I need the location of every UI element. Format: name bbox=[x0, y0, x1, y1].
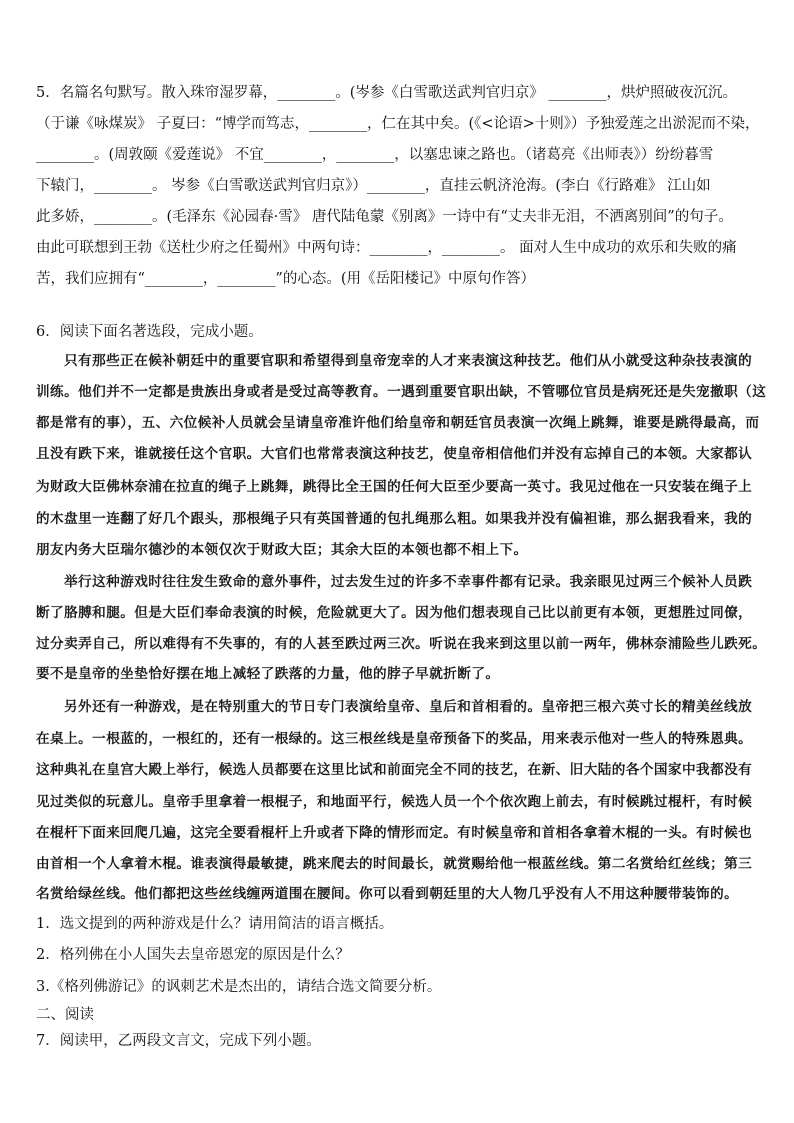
passage-line: 过分卖弄自己，所以难得有不失事的，有的人甚至跌过两三次。听说在我来到这里以前一两年，佛林奈浦险些儿跌死。 bbox=[36, 636, 767, 652]
q5-line-5: 此多娇，________。(毛泽东《沁园春·雪》 唐代陆龟蒙《别离》一诗中有“丈夫非无泪，不洒离别间”的句子。 bbox=[36, 209, 733, 225]
passage-line: 且没有跌下来，谁就接任这个官职。大官们也常常表演这种技艺，使皇帝相信他们并没有忘掉自己的本领。大家都认 bbox=[36, 446, 753, 462]
q6-title: 6．阅读下面名著选段，完成小题。 bbox=[36, 324, 263, 340]
passage-line: 朋友内务大臣瑞尔德沙的本领仅次于财政大臣；其余大臣的本领也都不相上下。 bbox=[36, 542, 528, 558]
passage-line: 要不是皇帝的坐垫恰好摆在地上减轻了跌落的力量，他的脖子早就折断了。 bbox=[36, 666, 500, 682]
q5-line-7: 苦，我们应拥有“________，________”的心态。(用《岳阳楼记》中原句作答） bbox=[36, 271, 535, 287]
question-7: 7．阅读甲，乙两段文言文，完成下列小题。 bbox=[36, 1033, 321, 1049]
q5-line-1: 5．名篇名句默写。散入珠帘湿罗幕，________。(岑参《白雪歌送武判官归京》 ________，烘炉照破夜沉沉。 bbox=[36, 85, 737, 101]
passage-line: 都是常有的事），五、六位候补人员就会呈请皇帝准许他们给皇帝和朝廷官员表演一次绳上跳舞，谁要是跳得最高，而 bbox=[36, 415, 760, 431]
passage-line: 训练。他们并不一定都是贵族出身或者是受过高等教育。一遇到重要官职出缺，不管哪位官员是病死还是失宠撤职（这 bbox=[36, 384, 767, 400]
passage-line: 名赏给绿丝线。他们都把这些丝线缠两道围在腰间。你可以看到朝廷里的大人物几乎没有人不用这种腰带装饰的。 bbox=[36, 886, 739, 902]
passage-line: 这种典礼在皇宫大殿上举行，候选人员都要在这里比试和前面完全不同的技艺，在新、旧大陆的各个国家中我都没有 bbox=[36, 762, 753, 778]
q6-subquestion-3: 3.《格列佛游记》的讽刺艺术是杰出的，请结合选文简要分析。 bbox=[36, 979, 442, 995]
q5-line-4: 下辕门，________。 岑参《白雪歌送武判官归京》）________，直挂云帆济沧海。(李白《行路难》 江山如 bbox=[36, 178, 711, 194]
q5-line-2: （于谦《咏煤炭》 子夏曰：“博学而笃志，________，仁在其中矣。(《<论语>十则》）予独爱莲之出淤泥而不染， bbox=[36, 116, 760, 132]
q5-line-3: ________。(周敦颐《爱莲说》 不宜________，________，以塞忠谏之路也。（诸葛亮《出师表》）纷纷暮雪 bbox=[36, 147, 714, 163]
passage-line: 在棍杆下面来回爬几遍，这完全要看棍杆上升或者下降的情形而定。有时候皇帝和首相各拿着木棍的一头。有时候也 bbox=[36, 825, 753, 841]
passage-line: 由首相一个人拿着木棍。谁表演得最敏捷，跳来爬去的时间最长，就赏赐给他一根蓝丝线。第二名赏给红丝线；第三 bbox=[36, 856, 753, 872]
passage-line: 的木盘里一连翻了好几个跟头，那根绳子只有英国普通的包扎绳那么粗。如果我并没有偏袒谁，那么据我看来，我的 bbox=[36, 511, 753, 527]
q5-line-6: 由此可联想到王勃《送杜少府之任蜀州》中两句诗：________，________。 面对人生中成功的欢乐和失败的痛 bbox=[36, 240, 737, 256]
passage-line: 断了胳膊和腿。但是大臣们奉命表演的时候，危险就更大了。因为他们想表现自己比以前更有本领，更想胜过同僚， bbox=[36, 605, 753, 621]
passage-line: 在桌上。一根蓝的，一根红的，还有一根绿的。这三根丝线是皇帝预备下的奖品，用来表示他对一些人的特殊恩典。 bbox=[36, 731, 753, 747]
section-heading: 二、阅读 bbox=[36, 1007, 94, 1023]
passage-line: 另外还有一种游戏，是在特别重大的节日专门表演给皇帝、皇后和首相看的。皇帝把三根六英寸长的精美丝线放 bbox=[64, 699, 753, 715]
passage-line: 为财政大臣佛林奈浦在拉直的绳子上跳舞，跳得比全王国的任何大臣至少要高一英寸。我见过他在一只安装在绳子上 bbox=[36, 479, 753, 495]
q6-subquestion-2: 2．格列佛在小人国失去皇帝恩宠的原因是什么？ bbox=[36, 947, 350, 963]
passage-line: 举行这种游戏时往往发生致命的意外事件，过去发生过的许多不幸事件都有记录。我亲眼见过两三个候补人员跌 bbox=[64, 574, 753, 590]
passage-line: 见过类似的玩意儿。皇帝手里拿着一根棍子，和地面平行，候选人员一个个依次跑上前去，有时候跳过棍杆，有时候 bbox=[36, 794, 753, 810]
passage-line: 只有那些正在候补朝廷中的重要官职和希望得到皇帝宠幸的人才来表演这种技艺。他们从小就受这种杂技表演的 bbox=[64, 353, 753, 369]
q6-subquestion-1: 1．选文提到的两种游戏是什么？请用简洁的语言概括。 bbox=[36, 916, 394, 932]
